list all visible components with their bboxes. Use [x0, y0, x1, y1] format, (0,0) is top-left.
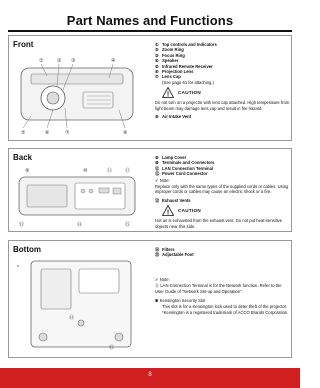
- back-item-12: [155, 171, 291, 176]
- front-heading: Front: [13, 40, 34, 49]
- note-mark: ✓: [155, 276, 159, 282]
- front-projector-illustration: [13, 50, 141, 138]
- callout-back-12: ⑫: [125, 168, 131, 174]
- callout-front-7: ⑦: [65, 130, 70, 136]
- kensington-text: This slot is for a Kensington lock used to deter theft of the projector. *Kensington is a registered trademark of ACCO Brands Corporation.: [162, 304, 289, 315]
- back-projector-illustration: [13, 163, 141, 229]
- callout-bottom-14: ⑭: [69, 315, 75, 321]
- warning-icon: [162, 205, 174, 216]
- item-number: ⑭: [155, 247, 160, 252]
- item-label: Lens Cap: [162, 74, 181, 80]
- item-label: Focus Ring: [162, 52, 185, 58]
- item-label: Power Cord Connector: [162, 171, 208, 177]
- item-number: ⑩: [155, 160, 159, 166]
- caution-label: CAUTION: [178, 208, 202, 214]
- back-note-text: Replace only with the same types of the supplied cords or cables. Using improper cords or cables may cause an electric shock or a fire.: [155, 184, 289, 195]
- item-label: Adjustable Foot: [162, 252, 194, 258]
- item-number: ⑪: [155, 165, 160, 171]
- bottom-descriptions: [155, 247, 291, 315]
- back-note: [155, 178, 291, 183]
- item-label: Top controls and Indicators: [162, 42, 217, 47]
- callout-bottom-kensington: *: [17, 265, 19, 271]
- bottom-heading: Bottom: [13, 245, 41, 254]
- item-label: Infrared Remote Receiver: [162, 63, 213, 69]
- item-number: ⑮: [155, 252, 160, 258]
- lens-cap-note: (See page 61 for attaching.): [162, 79, 214, 85]
- callout-front-8: ⑧: [123, 130, 128, 136]
- item-number: ①: [155, 42, 159, 47]
- callout-back-9: ⑨: [25, 168, 30, 174]
- item-label: Exhaust Vents: [162, 197, 191, 203]
- callout-back-15: ⑮: [125, 222, 131, 228]
- bottom-section: [8, 240, 292, 358]
- item-number: ⑨: [155, 155, 159, 160]
- item-number: ⑦: [155, 74, 159, 80]
- front-item-8: [155, 114, 291, 119]
- item-label: Zoom Ring: [162, 47, 184, 53]
- front-caution-text: Do not turn on a projector with lens cap attached. High temperature from light beam may damage lens cap and result in fire hazard.: [155, 100, 290, 111]
- item-label: Terminals and Connectors: [162, 160, 215, 166]
- front-caution: [162, 87, 291, 98]
- note-mark: ✓: [155, 177, 159, 183]
- item-label: Lamp Cover: [162, 155, 187, 160]
- caution-label: CAUTION: [178, 90, 202, 96]
- item-label: Speaker: [162, 58, 179, 64]
- item-label: Filters: [162, 247, 175, 252]
- callout-back-10: ⑩: [83, 168, 88, 174]
- front-section: [8, 35, 292, 141]
- bottom-note: [155, 277, 291, 282]
- callout-front-3: ③: [71, 58, 76, 64]
- svg-text:!: !: [166, 209, 170, 217]
- callout-front-2: ②: [57, 58, 62, 64]
- title-rule: [8, 30, 292, 32]
- svg-text:!: !: [166, 91, 170, 99]
- back-descriptions: [155, 155, 291, 229]
- kensington-title-text: Kensington Security Slot: [159, 298, 206, 304]
- callout-back-14: ⑭: [77, 222, 83, 228]
- item-number: ②: [155, 47, 159, 53]
- callout-front-6: ⑥: [45, 130, 50, 136]
- kensington-title: [155, 298, 291, 303]
- page-title: Part Names and Functions: [66, 13, 234, 28]
- item-number: ⑧: [155, 114, 159, 120]
- page-number: 8: [148, 372, 152, 378]
- callout-bottom-15: ⑮: [109, 345, 115, 351]
- callout-back-11: ⑪: [107, 168, 113, 174]
- item-label: Air Intake Vent: [162, 114, 192, 120]
- item-label: Projection Lens: [162, 69, 194, 75]
- item-label: LAN Connection Terminal: [162, 165, 214, 171]
- callout-front-4: ④: [111, 58, 116, 64]
- warning-icon: [162, 87, 174, 98]
- bottom-projector-illustration: [13, 257, 141, 353]
- page-footer-bar: [0, 368, 300, 388]
- kensington-bullet: ✱: [155, 298, 159, 304]
- callout-back-13: ⑬: [19, 222, 25, 228]
- callout-front-1: ①: [39, 58, 44, 64]
- back-section: [8, 148, 292, 232]
- item-number: ⑥: [155, 69, 159, 75]
- back-caution-text: Hot air is exhausted from the exhaust vent. Do not put heat-sensitive objects near this side.: [155, 218, 283, 229]
- back-heading: Back: [13, 153, 33, 162]
- back-caution: [162, 205, 291, 216]
- item-number: ④: [155, 58, 159, 64]
- spacer: [155, 258, 291, 276]
- callout-front-5: ⑤: [21, 130, 26, 136]
- item-number: ⑤: [155, 63, 159, 69]
- note-label: Note:: [159, 276, 170, 282]
- note-label: Note:: [159, 177, 170, 183]
- bottom-note-text: ⑪ LAN Connection Terminal is for the Network function. Refer to the User Guide of "Network Set-up and Operation".: [155, 283, 282, 294]
- item-number: ⑬: [155, 197, 160, 203]
- item-number: ⑫: [155, 171, 160, 177]
- front-descriptions: [155, 42, 291, 119]
- back-item-13: [155, 198, 291, 203]
- item-number: ③: [155, 52, 159, 58]
